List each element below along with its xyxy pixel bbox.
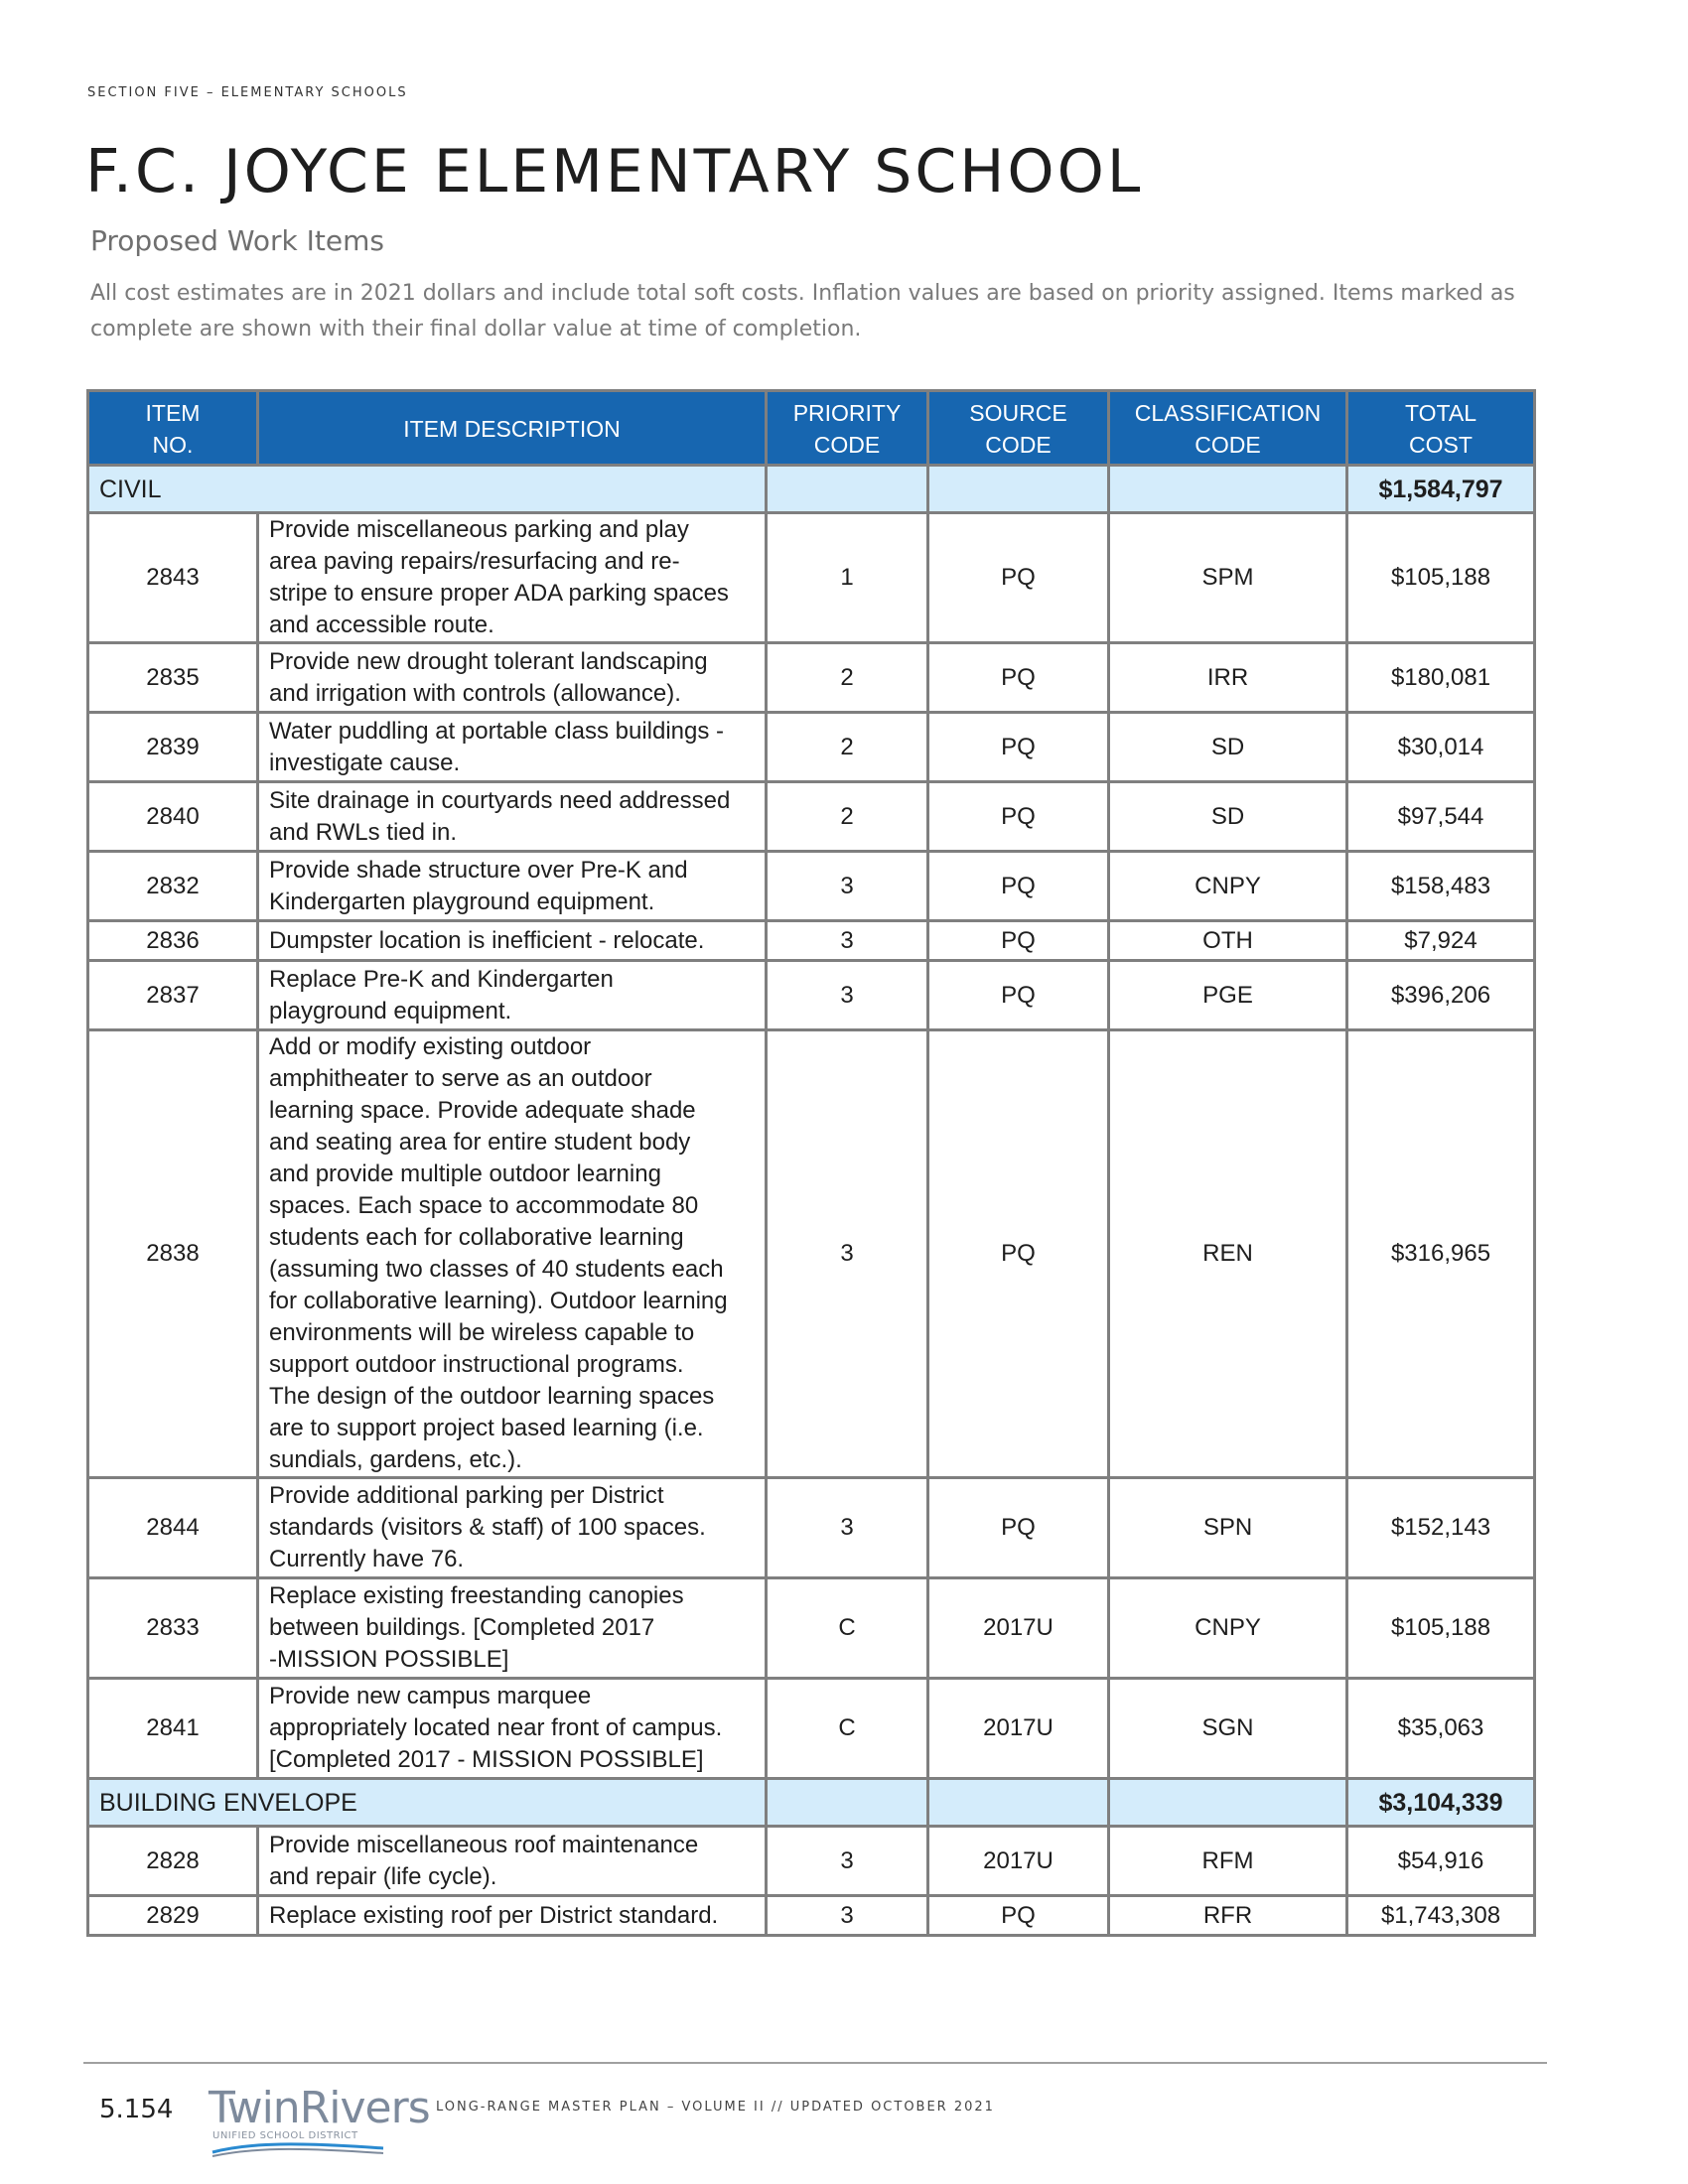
column-header-item-no: ITEM NO. xyxy=(88,391,258,466)
table-row xyxy=(88,961,1535,1030)
description-line: Provide new campus marquee xyxy=(269,1683,592,1709)
table-row xyxy=(88,1578,1535,1679)
item-number: 2840 xyxy=(88,782,258,852)
logo-subtitle: UNIFIED SCHOOL DISTRICT xyxy=(212,2130,358,2141)
priority-code: 2 xyxy=(767,643,928,713)
description-line: amphitheater to serve as an outdoor xyxy=(269,1065,652,1092)
total-cost: $54,916 xyxy=(1347,1827,1535,1896)
description-line: students each for collaborative learning xyxy=(269,1224,684,1251)
priority-code: 1 xyxy=(767,513,928,643)
footer-divider xyxy=(83,2062,1547,2064)
classification-code: SPN xyxy=(1109,1478,1347,1578)
table-row xyxy=(88,513,1535,643)
description-line: Provide miscellaneous roof maintenance xyxy=(269,1831,699,1858)
section-total: $3,104,339 xyxy=(1347,1779,1535,1827)
priority-code: C xyxy=(767,1679,928,1779)
description-line: area paving repairs/resurfacing and re- xyxy=(269,548,680,575)
section-empty-cell xyxy=(767,1779,928,1827)
section-name: CIVIL xyxy=(88,466,767,513)
description-line: Currently have 76. xyxy=(269,1546,465,1572)
table-row xyxy=(88,782,1535,852)
item-description xyxy=(258,961,767,1030)
description-line: and seating area for entire student body xyxy=(269,1129,691,1156)
priority-code: 3 xyxy=(767,1478,928,1578)
source-code: 2017U xyxy=(928,1827,1109,1896)
total-cost: $7,924 xyxy=(1347,921,1535,961)
description-line: Provide additional parking per District xyxy=(269,1482,664,1509)
table-row xyxy=(88,643,1535,713)
priority-code: 2 xyxy=(767,713,928,782)
classification-code: OTH xyxy=(1109,921,1347,961)
description-line: are to support project based learning (i.e. xyxy=(269,1415,704,1441)
section-empty-cell xyxy=(1109,466,1347,513)
description-line: learning space. Provide adequate shade xyxy=(269,1097,696,1124)
column-header-classification: CLASSIFICATION CODE xyxy=(1109,391,1347,466)
table-row xyxy=(88,1896,1535,1936)
section-row xyxy=(88,1779,1535,1827)
description-line: and provide multiple outdoor learning xyxy=(269,1160,661,1187)
description-line: The design of the outdoor learning spaces xyxy=(269,1383,715,1410)
table-row xyxy=(88,713,1535,782)
section-row xyxy=(88,466,1535,513)
classification-code: SD xyxy=(1109,713,1347,782)
section-total: $1,584,797 xyxy=(1347,466,1535,513)
item-number: 2844 xyxy=(88,1478,258,1578)
description-line: and accessible route. xyxy=(269,612,494,638)
column-header-source: SOURCE CODE xyxy=(928,391,1109,466)
item-description xyxy=(258,921,767,961)
section-empty-cell xyxy=(928,466,1109,513)
description-line: and irrigation with controls (allowance). xyxy=(269,679,681,707)
classification-code: SD xyxy=(1109,782,1347,852)
item-number: 2829 xyxy=(88,1896,258,1936)
intro-paragraph: All cost estimates are in 2021 dollars and include total soft costs. Inflation values are based on priority assigned. Items marked as complete are shown with their final dollar value at time of completion. xyxy=(90,281,1515,341)
item-number: 2835 xyxy=(88,643,258,713)
item-description xyxy=(258,1030,767,1478)
total-cost: $152,143 xyxy=(1347,1478,1535,1578)
table-row xyxy=(88,921,1535,961)
classification-code: REN xyxy=(1109,1030,1347,1478)
footer-text: LONG-RANGE MASTER PLAN – VOLUME II // UPDATED OCTOBER 2021 xyxy=(436,2100,995,2115)
item-description xyxy=(258,1896,767,1936)
description-line: Replace Pre-K and Kindergarten xyxy=(269,965,614,993)
total-cost: $316,965 xyxy=(1347,1030,1535,1478)
item-number: 2837 xyxy=(88,961,258,1030)
classification-code: PGE xyxy=(1109,961,1347,1030)
section-label: SECTION FIVE – ELEMENTARY SCHOOLS xyxy=(87,85,408,100)
priority-code: 3 xyxy=(767,961,928,1030)
item-number: 2836 xyxy=(88,921,258,961)
priority-code: 3 xyxy=(767,1896,928,1936)
section-empty-cell xyxy=(767,466,928,513)
description-line: Replace existing roof per District standard. xyxy=(269,1901,719,1929)
description-line: standards (visitors & staff) of 100 spaces. xyxy=(269,1514,706,1541)
source-code: PQ xyxy=(928,961,1109,1030)
section-empty-cell xyxy=(1109,1779,1347,1827)
description-line: Site drainage in courtyards need addressed xyxy=(269,786,731,814)
source-code: PQ xyxy=(928,513,1109,643)
table-row xyxy=(88,1030,1535,1478)
description-line: Add or modify existing outdoor xyxy=(269,1033,592,1060)
priority-code: C xyxy=(767,1578,928,1679)
classification-code: SPM xyxy=(1109,513,1347,643)
column-header-description: ITEM DESCRIPTION xyxy=(258,391,767,466)
source-code: PQ xyxy=(928,1030,1109,1478)
logo-name: TwinRivers xyxy=(209,2083,430,2133)
classification-code: CNPY xyxy=(1109,852,1347,921)
table-row xyxy=(88,852,1535,921)
source-code: 2017U xyxy=(928,1578,1109,1679)
classification-code: RFR xyxy=(1109,1896,1347,1936)
total-cost: $105,188 xyxy=(1347,513,1535,643)
item-number: 2838 xyxy=(88,1030,258,1478)
item-number: 2839 xyxy=(88,713,258,782)
item-description xyxy=(258,513,767,643)
description-line: (assuming two classes of 40 students each xyxy=(269,1256,724,1283)
priority-code: 2 xyxy=(767,782,928,852)
source-code: 2017U xyxy=(928,1679,1109,1779)
item-number: 2833 xyxy=(88,1578,258,1679)
page-number: 5.154 xyxy=(99,2095,174,2124)
section-empty-cell xyxy=(928,1779,1109,1827)
classification-code: RFM xyxy=(1109,1827,1347,1896)
river-swoosh-icon xyxy=(211,2138,385,2158)
district-logo xyxy=(209,2083,430,2160)
description-line: sundials, gardens, etc.). xyxy=(269,1446,522,1473)
description-line: Dumpster location is inefficient - relocate. xyxy=(269,926,705,954)
description-line: Replace existing freestanding canopies xyxy=(269,1582,684,1609)
source-code: PQ xyxy=(928,921,1109,961)
description-line: support outdoor instructional programs. xyxy=(269,1351,684,1378)
description-line: for collaborative learning). Outdoor learning xyxy=(269,1288,728,1314)
table-row xyxy=(88,1478,1535,1578)
section-name: BUILDING ENVELOPE xyxy=(88,1779,767,1827)
classification-code: IRR xyxy=(1109,643,1347,713)
item-description xyxy=(258,1827,767,1896)
table-row xyxy=(88,1827,1535,1896)
description-line: Provide miscellaneous parking and play xyxy=(269,516,689,543)
classification-code: CNPY xyxy=(1109,1578,1347,1679)
column-header-priority: PRIORITY CODE xyxy=(767,391,928,466)
description-line: Provide new drought tolerant landscaping xyxy=(269,647,708,675)
description-line: appropriately located near front of campus. xyxy=(269,1714,723,1741)
item-number: 2841 xyxy=(88,1679,258,1779)
item-description xyxy=(258,852,767,921)
description-line: investigate cause. xyxy=(269,749,461,776)
description-line: -MISSION POSSIBLE] xyxy=(269,1646,509,1673)
description-line: [Completed 2017 - MISSION POSSIBLE] xyxy=(269,1746,704,1773)
priority-code: 3 xyxy=(767,1827,928,1896)
source-code: PQ xyxy=(928,782,1109,852)
table-header-row xyxy=(88,391,1535,466)
description-line: and repair (life cycle). xyxy=(269,1862,497,1890)
total-cost: $35,063 xyxy=(1347,1679,1535,1779)
item-description xyxy=(258,1679,767,1779)
description-line: playground equipment. xyxy=(269,997,512,1024)
column-header-total-cost: TOTAL COST xyxy=(1347,391,1535,466)
classification-code: SGN xyxy=(1109,1679,1347,1779)
work-items-table xyxy=(86,389,1536,1937)
source-code: PQ xyxy=(928,852,1109,921)
total-cost: $1,743,308 xyxy=(1347,1896,1535,1936)
description-line: and RWLs tied in. xyxy=(269,818,457,846)
item-description xyxy=(258,713,767,782)
description-line: between buildings. [Completed 2017 xyxy=(269,1614,655,1641)
source-code: PQ xyxy=(928,643,1109,713)
total-cost: $180,081 xyxy=(1347,643,1535,713)
description-line: environments will be wireless capable to xyxy=(269,1319,695,1346)
total-cost: $105,188 xyxy=(1347,1578,1535,1679)
total-cost: $396,206 xyxy=(1347,961,1535,1030)
item-description xyxy=(258,1578,767,1679)
source-code: PQ xyxy=(928,1478,1109,1578)
description-line: stripe to ensure proper ADA parking spaces xyxy=(269,580,729,607)
item-number: 2832 xyxy=(88,852,258,921)
total-cost: $97,544 xyxy=(1347,782,1535,852)
item-number: 2828 xyxy=(88,1827,258,1896)
description-line: Kindergarten playground equipment. xyxy=(269,887,655,915)
item-description xyxy=(258,1478,767,1578)
source-code: PQ xyxy=(928,713,1109,782)
total-cost: $30,014 xyxy=(1347,713,1535,782)
description-line: Provide shade structure over Pre-K and xyxy=(269,856,688,884)
item-description xyxy=(258,782,767,852)
priority-code: 3 xyxy=(767,921,928,961)
source-code: PQ xyxy=(928,1896,1109,1936)
priority-code: 3 xyxy=(767,852,928,921)
page-subtitle: Proposed Work Items xyxy=(90,224,384,257)
priority-code: 3 xyxy=(767,1030,928,1478)
page-title: F.C. JOYCE ELEMENTARY SCHOOL xyxy=(85,137,1144,206)
table-body xyxy=(88,466,1535,1936)
total-cost: $158,483 xyxy=(1347,852,1535,921)
item-description xyxy=(258,643,767,713)
table-row xyxy=(88,1679,1535,1779)
item-number: 2843 xyxy=(88,513,258,643)
description-line: Water puddling at portable class buildings - xyxy=(269,717,725,745)
description-line: spaces. Each space to accommodate 80 xyxy=(269,1192,699,1219)
